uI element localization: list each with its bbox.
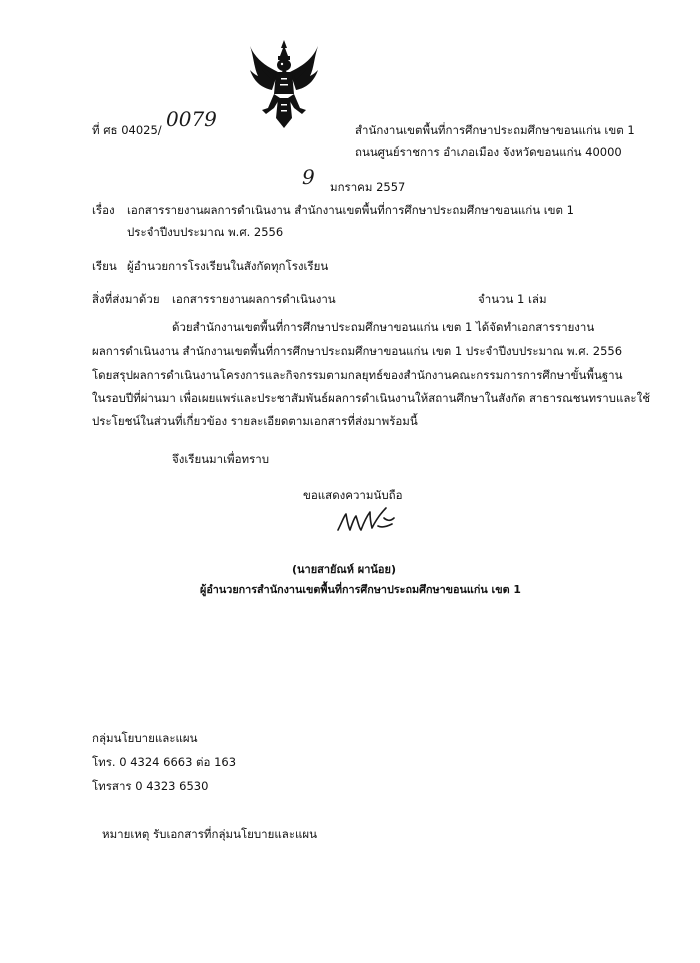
salutation-label: เรียน: [92, 259, 117, 273]
office-name: สำนักงานเขตพื้นที่การศึกษาประถมศึกษาขอนแก่น เขต 1: [355, 123, 635, 137]
body-line-4: ในรอบปีที่ผ่านมา เพื่อเผยแพร่และประชาสัมพันธ์ผลการดำเนินงานให้สถานศึกษาในสังกัด สาธารณชนทราบและใช้: [92, 391, 651, 405]
footnote: หมายเหตุ รับเอกสารที่กลุ่มนโยบายและแผน: [102, 827, 318, 841]
salutation-text: ผู้อำนวยการโรงเรียนในสังกัดทุกโรงเรียน: [127, 259, 329, 273]
subject-label: เรื่อง: [92, 203, 115, 217]
signature-icon: [334, 504, 402, 538]
enclosure-quantity: จำนวน 1 เล่ม: [478, 292, 547, 306]
contact-department: กลุ่มนโยบายและแผน: [92, 731, 198, 745]
signatory-name: (นายสายัณห์ ผาน้อย): [292, 563, 397, 576]
office-address: ถนนศูนย์ราชการ อำเภอเมือง จังหวัดขอนแก่น 40000: [355, 145, 622, 159]
subject-line-2: ประจำปีงบประมาณ พ.ศ. 2556: [127, 225, 284, 239]
enclosure-label: สิ่งที่ส่งมาด้วย: [92, 292, 160, 306]
signatory-position: ผู้อำนวยการสำนักงานเขตพื้นที่การศึกษาประถมศึกษาขอนแก่น เขต 1: [200, 583, 521, 596]
body-line-1: ด้วยสำนักงานเขตพื้นที่การศึกษาประถมศึกษาขอนแก่น เขต 1 ได้จัดทำเอกสารรายงาน: [172, 320, 595, 334]
body-line-3: โดยสรุปผลการดำเนินงานโครงการและกิจกรรมตามกลยุทธ์ของสำนักงานคณะกรรมการการศึกษาขั้นพื้นฐาน: [92, 368, 623, 382]
closing-request: จึงเรียนมาเพื่อทราบ: [172, 452, 270, 466]
contact-phone: โทร. 0 4324 6663 ต่อ 163: [92, 755, 237, 769]
garuda-emblem-icon: [248, 38, 320, 130]
reference-number: 0079: [166, 107, 217, 131]
body-line-2: ผลการดำเนินงาน สำนักงานเขตพื้นที่การศึกษาประถมศึกษาขอนแก่น เขต 1 ประจำปีงบประมาณ พ.ศ. 2556: [92, 344, 623, 358]
enclosure-text: เอกสารรายงานผลการดำเนินงาน: [172, 292, 336, 306]
contact-fax: โทรสาร 0 4323 6530: [92, 779, 209, 793]
date-month-year: มกราคม 2557: [330, 180, 406, 194]
complimentary-close: ขอแสดงความนับถือ: [303, 488, 403, 502]
date-day: 9: [302, 165, 315, 189]
subject-line-1: เอกสารรายงานผลการดำเนินงาน สำนักงานเขตพื้นที่การศึกษาประถมศึกษาขอนแก่น เขต 1: [127, 203, 574, 217]
reference-prefix: ที่ ศธ 04025/: [92, 123, 162, 137]
body-line-5: ประโยชน์ในส่วนที่เกี่ยวข้อง รายละเอียดตามเอกสารที่ส่งมาพร้อมนี้: [92, 414, 418, 428]
